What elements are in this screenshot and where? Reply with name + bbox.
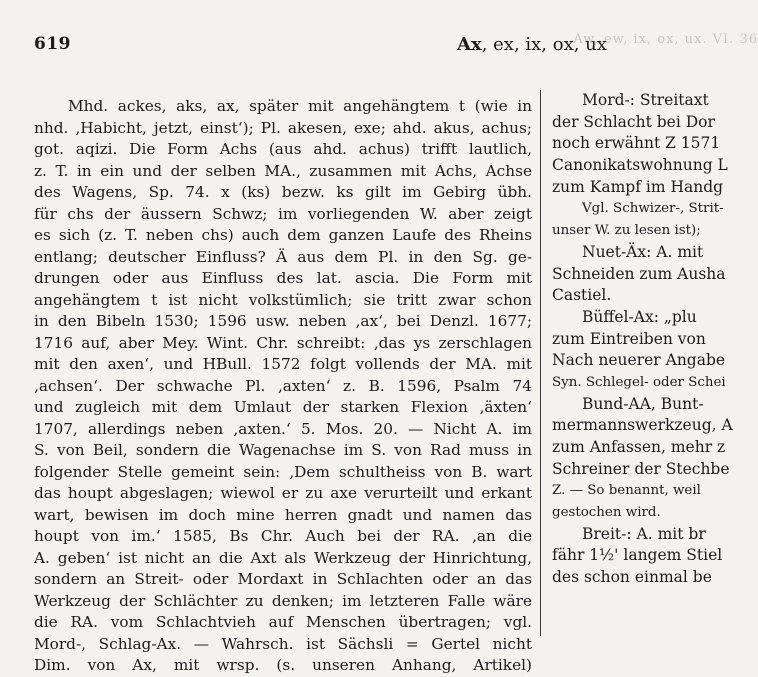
bleed-through-text: Aw, ew, ix, ox, ux. VI. 36: [573, 32, 758, 47]
left-column: [34, 96, 532, 677]
text-line: 1716 auf, aber Mey. Wint. Chr. schreibt: ‚das ys zerschlagen: [34, 333, 532, 352]
text-line: drungen oder aus Einfluss des lat. ascia. Die Form mit: [34, 269, 532, 287]
entry-line: Breit-: A. mit br: [582, 524, 706, 543]
text-line: mit den axen‘, und HBull. 1572 folgt vollends der MA. mit: [34, 355, 532, 373]
entry-line: unser W. zu lesen ist);: [552, 223, 701, 239]
column-divider: [540, 90, 541, 636]
entry-line: gestochen wird.: [552, 505, 661, 521]
right-column: [552, 90, 758, 591]
text-line: Mhd. ackes, aks, ax, später mit angehängtem t (wie in: [68, 97, 532, 115]
text-line: folgender Stelle gemeint sein: ‚Dem schultheiss von B. wart: [34, 462, 532, 481]
text-line: got. aqizi. Die Form Achs (aus ahd. achus) trifft lautlich,: [34, 140, 532, 158]
text-line: Werkzeug der Schlächter zu denken; im letzteren Falle wäre: [34, 591, 532, 610]
entry-line: Syn. Schlegel- oder Schei: [552, 374, 726, 390]
text-line: wart, bewisen im doch mine herren gnadt und namen das: [34, 505, 532, 524]
text-line: z. T. in ein und der selben MA., zusammen mit Achs, Achse: [34, 161, 532, 180]
entry-line: Nuet-Äx: A. mit: [582, 242, 704, 261]
running-head: [457, 34, 607, 55]
text-line: das houpt abgeslagen; wiewol er zu axe verurteilt und erkant: [34, 484, 532, 502]
entry-line: fähr 1½' langem Stiel: [552, 546, 723, 565]
entry-line: Büffel-Ax: „plu: [582, 307, 697, 326]
text-line: angehängtem t ist nicht volkstümlich; sie tritt zwar schon: [34, 290, 532, 309]
entry-line: der Schlacht bei Dor: [552, 112, 715, 131]
text-line: houpt von im.‘ 1585, Bs Chr. Auch bei der RA. ‚an die: [34, 527, 532, 545]
text-line: Dim. von Ax, mit wrsp. (s. unseren Anhang, Artikel): [34, 656, 532, 674]
text-line: und zugleich mit dem Umlaut der starken Flexion ‚äxten‘: [34, 398, 532, 416]
entry-line: Z. — So benannt, weil: [552, 483, 701, 499]
text-line: sondern an Streit- oder Mordaxt in Schlachten oder an das: [34, 570, 532, 588]
text-line: 1707, allerdings neben ‚axten.‘ 5. Mos. 20. — Nicht A. im: [34, 419, 532, 438]
entry-line: zum Eintreiben von: [552, 329, 706, 348]
running-head-variants: , ex, ix, ox, ux: [481, 34, 607, 55]
entry-line: Mord-: Streitaxt: [582, 91, 709, 109]
text-line: die RA. vom Schlachtvieh auf Menschen übertragen; vgl.: [34, 613, 532, 631]
text-line: es sich (z. T. neben chs) auch dem ganzen Laufe des Rheins: [34, 226, 532, 244]
entry-line: noch erwähnt Z 1571: [552, 134, 721, 153]
entry-line: Castiel.: [552, 286, 612, 305]
page-number: 619: [34, 34, 71, 54]
entry-line: mermannswerkzeug, A: [552, 416, 733, 435]
text-line: entlang; deutscher Einfluss? Ä aus dem Pl. in den Sg. ge-: [34, 247, 532, 266]
text-line: S. von Beil, sondern die Wagenachse im S. von Rad muss in: [34, 441, 532, 459]
entry-line: Schreiner der Stechbe: [552, 459, 730, 478]
entry-line: Nach neuerer Angabe: [552, 351, 726, 370]
entry-line: des schon einmal be: [552, 568, 712, 587]
entry-line: Canonikatswohnung L: [552, 156, 728, 175]
text-line: Mord-, Schlag-Ax. — Wahrsch. ist Sächsli = Gertel nicht: [34, 634, 532, 653]
text-line: für chs der äussern Schwz; im vorliegenden W. aber zeigt: [34, 204, 532, 223]
running-head-keyword: Ax: [457, 34, 482, 55]
entry-line: zum Kampf im Handg: [552, 177, 724, 196]
text-line: ‚achsen‘. Der schwache Pl. ‚axten‘ z. B. 1596, Psalm 74: [34, 376, 532, 395]
entry-line: Bund-AA, Bunt-: [582, 394, 704, 413]
entry-line: Vgl. Schwizer-, Strit-: [582, 201, 724, 217]
text-line: in den Bibeln 1530; 1596 usw. neben ‚ax‘, bei Denzl. 1677;: [34, 312, 532, 330]
entry-line: zum Anfassen, mehr z: [552, 438, 726, 456]
text-line: A. geben‘ ist nicht an die Axt als Werkzeug der Hinrichtung,: [34, 548, 532, 567]
text-line: des Wagens, Sp. 74. x (ks) bezw. ks gilt im Gebirg übh.: [34, 183, 532, 201]
text-line: nhd. ‚Habicht, jetzt, einst‘); Pl. akesen, exe; ahd. akus, achus;: [34, 118, 532, 137]
entry-line: Schneiden zum Ausha: [552, 264, 726, 283]
